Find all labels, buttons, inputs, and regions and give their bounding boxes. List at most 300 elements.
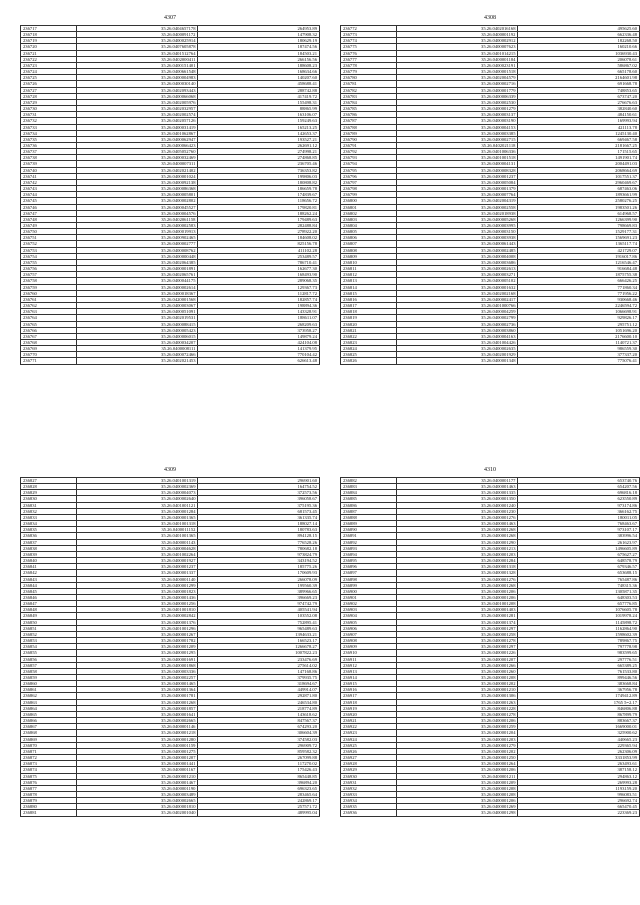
x-coordinate-cell: 35.26.0400001267 [77,631,198,637]
y-coordinate-cell: 973107.17 [518,527,640,533]
point-id-cell: 236731 [21,112,77,118]
point-id-cell: 236761 [21,296,77,302]
point-id-cell: 236793 [341,155,397,161]
point-id-cell: 236819 [341,315,397,321]
y-coordinate-cell: 1066698.91 [518,309,640,315]
y-coordinate-cell: 847567.37 [198,718,320,724]
point-id-cell: 236859 [21,675,77,681]
y-coordinate-cell: 1216546.47 [518,259,640,265]
y-coordinate-cell: 2246594.72 [518,303,640,309]
point-id-cell: 236751 [21,235,77,241]
x-coordinate-cell: 35.26.0400001297 [397,644,518,650]
point-id-cell: 236720 [21,44,77,50]
x-coordinate-cell: 35.26.0400006015 [77,333,198,339]
point-id-cell: 236923 [341,730,397,736]
table-row [341,810,640,816]
x-coordinate-cell: 35.26.0400001192 [397,32,518,38]
point-id-cell: 236803 [341,216,397,222]
x-coordinate-cell: 35.26.0401001810 [77,607,198,613]
x-coordinate-cell: 35.26.0400004131 [397,161,518,167]
x-coordinate-cell: 35.26.0400001190 [77,785,198,791]
y-coordinate-cell: 288742.88 [198,87,320,93]
point-id-cell: 236812 [341,272,397,278]
point-id-cell: 236847 [21,601,77,607]
x-coordinate-cell: 35.26.0401000766 [397,303,518,309]
x-coordinate-cell: 35.26.0400002257 [77,675,198,681]
page-4309 [20,465,320,817]
x-coordinate-cell: 35.26.0400001268 [397,582,518,588]
y-coordinate-cell: 143328.91 [198,309,320,315]
point-id-cell: 236719 [21,38,77,44]
point-id-cell: 236874 [21,767,77,773]
x-coordinate-cell: 35.26.0400002665 [77,798,198,804]
y-coordinate-cell: 648578.79 [518,558,640,564]
y-coordinate-cell: 623550.89 [518,496,640,502]
point-id-cell: 236757 [21,272,77,278]
x-coordinate-cell: 35.26.0400002485 [397,247,518,253]
point-id-cell: 236903 [341,607,397,613]
point-id-cell: 236794 [341,161,397,167]
y-coordinate-cell: 175426.43 [198,767,320,773]
point-id-cell: 236842 [21,570,77,576]
point-id-cell: 236775 [341,44,397,50]
x-coordinate-cell: 35.26.0400003860 [397,327,518,333]
point-id-cell: 236888 [341,514,397,520]
point-id-cell: 236740 [21,167,77,173]
coordinates-table [340,25,640,365]
x-coordinate-cell: 35.26.0400003686 [397,259,518,265]
y-coordinate-cell: 681573.45 [198,508,320,514]
x-coordinate-cell: 35.26.0400001328 [397,570,518,576]
y-coordinate-cell: 377337.20 [518,352,640,358]
point-id-cell: 236836 [21,533,77,539]
point-id-cell: 236864 [21,705,77,711]
x-coordinate-cell: 35.26.0402064385 [77,259,198,265]
point-id-cell: 236718 [21,32,77,38]
point-id-cell: 236792 [341,149,397,155]
x-coordinate-cell: 35.26.0400001781 [77,693,198,699]
x-coordinate-cell: 35.26.0401001296 [77,625,198,631]
x-coordinate-cell: 35.26.0401001121 [77,502,198,508]
x-coordinate-cell: 35.26.0400001210 [77,773,198,779]
point-id-cell: 236804 [341,223,397,229]
point-id-cell: 236867 [21,724,77,730]
x-coordinate-cell: 35.26.0400034207 [77,339,198,345]
x-coordinate-cell: 35.26.0400001823 [77,588,198,594]
point-id-cell: 236797 [341,179,397,185]
y-coordinate-cell: 696323.65 [198,785,320,791]
x-coordinate-cell: 35.26.0400004628 [77,545,198,551]
point-id-cell: 236889 [341,521,397,527]
point-id-cell: 236850 [21,619,77,625]
y-coordinate-cell: 657776.85 [518,601,640,607]
x-coordinate-cell: 35.26.0400001463 [397,484,518,490]
x-coordinate-cell: 35.26.0400003938 [397,235,518,241]
point-id-cell: 236732 [21,118,77,124]
point-id-cell: 236777 [341,56,397,62]
y-coordinate-cell: 166523.17 [198,638,320,644]
point-id-cell: 236771 [21,358,77,364]
y-coordinate-cell: 188608.23 [198,62,320,68]
x-coordinate-cell: 35.26.0400003336 [77,668,198,674]
x-coordinate-cell: 35.26.0400001208 [397,791,518,797]
y-coordinate-cell: 229365.94 [518,742,640,748]
point-id-cell: 236723 [21,62,77,68]
y-coordinate-cell: 626613.48 [198,358,320,364]
y-coordinate-cell: 171515.65 [518,149,640,155]
point-id-cell: 236906 [341,625,397,631]
y-coordinate-cell: 1491901.74 [518,155,640,161]
x-coordinate-cell: 35.26.0400008762 [77,247,198,253]
point-id-cell: 236724 [21,69,77,75]
x-coordinate-cell: 35.26.0400001465 [77,681,198,687]
x-coordinate-cell: 35.26.0400001203 [397,551,518,557]
point-id-cell: 236913 [341,668,397,674]
y-coordinate-cell: 752895.41 [198,619,320,625]
x-coordinate-cell: 35.26.0402004579 [397,75,518,81]
y-coordinate-cell: 306604.39 [198,730,320,736]
point-id-cell: 236918 [341,699,397,705]
point-id-cell: 236898 [341,576,397,582]
y-coordinate-cell: 748853.65 [518,87,640,93]
point-id-cell: 236930 [341,773,397,779]
x-coordinate-cell: 35.26.0400002799 [397,315,518,321]
x-coordinate-cell: 35.26.0400002715 [397,136,518,142]
point-id-cell: 236902 [341,601,397,607]
point-id-cell: 236747 [21,210,77,216]
x-coordinate-cell: 35.26.0401062867 [77,130,198,136]
point-id-cell: 236829 [21,490,77,496]
point-id-cell: 236769 [21,346,77,352]
y-coordinate-cell: 159249.63 [198,118,320,124]
point-id-cell: 236926 [341,748,397,754]
y-coordinate-cell: 666426.25 [518,278,640,284]
point-id-cell: 236882 [341,478,397,484]
point-id-cell: 236838 [21,545,77,551]
x-coordinate-cell: 35.26.0400001290 [397,539,518,545]
table-row [21,358,320,364]
point-id-cell: 236823 [341,339,397,345]
y-coordinate-cell: 143618.62 [198,711,320,717]
point-id-cell: 236900 [341,588,397,594]
y-coordinate-cell: 440665.23 [518,736,640,742]
y-coordinate-cell: 263493.61 [518,761,640,767]
point-id-cell: 236828 [21,484,77,490]
y-coordinate-cell: 986559.30 [518,346,640,352]
point-id-cell: 236863 [21,699,77,705]
point-id-cell: 236840 [21,558,77,564]
x-coordinate-cell: 35.26.0400003271 [397,272,518,278]
y-coordinate-cell: 282488.84 [198,223,320,229]
y-coordinate-cell: 648303.53 [518,594,640,600]
point-id-cell: 236800 [341,198,397,204]
x-coordinate-cell: 35.26.0400003489 [77,791,198,797]
point-id-cell: 236750 [21,229,77,235]
x-coordinate-cell: 35.26.0400001779 [397,87,518,93]
y-coordinate-cell: 373958.27 [198,327,320,333]
point-id-cell: 236880 [21,804,77,810]
x-coordinate-cell: 35.26.0400005801 [77,192,198,198]
x-coordinate-cell: 35.26.0400003190 [397,118,518,124]
y-coordinate-cell: 797778.98 [518,644,640,650]
x-coordinate-cell: 35.26.0400001299 [77,582,198,588]
y-coordinate-cell: 294863.12 [518,773,640,779]
x-coordinate-cell: 35.26.0400001260 [397,668,518,674]
point-id-cell: 236813 [341,278,397,284]
point-id-cell: 236876 [21,779,77,785]
point-id-cell: 236745 [21,198,77,204]
y-coordinate-cell: 775076.41 [518,358,640,364]
x-coordinate-cell: 35.26.0400001632 [397,284,518,290]
y-coordinate-cell: 771860.34 [518,284,640,290]
x-coordinate-cell: 35.26.0400661548 [77,69,198,75]
point-id-cell: 236910 [341,650,397,656]
x-coordinate-cell: 35.26.0400001467 [77,779,198,785]
y-coordinate-cell: 489995.04 [198,810,320,816]
y-coordinate-cell: 246534.80 [198,699,320,705]
x-coordinate-cell: 35.26.0400002558 [397,204,518,210]
x-coordinate-cell: 35.26.0400001266 [397,662,518,668]
y-coordinate-cell: 662336.48 [518,32,640,38]
x-coordinate-cell: 35.26.0400086368 [77,186,198,192]
x-coordinate-cell: 35.26.0400001281 [397,613,518,619]
point-id-cell: 236865 [21,711,77,717]
y-coordinate-cell: 253489.57 [198,253,320,259]
point-id-cell: 236755 [21,259,77,265]
point-id-cell: 236860 [21,681,77,687]
x-coordinate-cell: 35.26.0400001250 [397,755,518,761]
y-coordinate-cell: 2960469.67 [518,179,640,185]
y-coordinate-cell: 267099.88 [198,755,320,761]
x-coordinate-cell: 35.26.0400001258 [397,631,518,637]
x-coordinate-cell: 35.26.0400001208 [397,785,518,791]
point-id-cell: 236759 [21,284,77,290]
y-coordinate-cell: 164754.52 [198,484,320,490]
point-id-cell: 236830 [21,496,77,502]
x-coordinate-cell: 35.26.0400001318 [397,564,518,570]
y-coordinate-cell: 768463.67 [518,521,640,527]
y-coordinate-cell: 1266399.90 [518,216,640,222]
y-coordinate-cell: 1140721.37 [518,339,640,345]
point-id-cell: 236782 [341,87,397,93]
point-id-cell: 236729 [21,99,77,105]
x-coordinate-cell: 35.26.0400001206 [397,718,518,724]
y-coordinate-cell: 275614.02 [198,662,320,668]
x-coordinate-cell: 35.26.0400004153 [397,124,518,130]
x-coordinate-cell: 35.26.0400001208 [397,675,518,681]
point-id-cell: 236849 [21,613,77,619]
point-id-cell: 236767 [21,333,77,339]
point-id-cell: 236741 [21,173,77,179]
y-coordinate-cell: 292871.80 [198,693,320,699]
y-coordinate-cell: 366162.75 [518,508,640,514]
y-coordinate-cell: 929826.17 [518,315,640,321]
y-coordinate-cell: 1749412.89 [518,693,640,699]
y-coordinate-cell: 1019978.24 [518,613,640,619]
y-coordinate-cell: 262306.09 [518,748,640,754]
x-coordinate-cell: 35.26.0400001237 [77,564,198,570]
x-coordinate-cell: 35.26.0400025914 [77,38,198,44]
y-coordinate-cell: 653688.15 [518,570,640,576]
y-coordinate-cell: 295751.12 [518,321,640,327]
y-coordinate-cell: 776528.26 [198,539,320,545]
point-id-cell: 236733 [21,124,77,130]
y-coordinate-cell: 379935.75 [198,675,320,681]
point-id-cell: 236862 [21,693,77,699]
x-coordinate-cell: 35.26.0400019913 [77,229,198,235]
x-coordinate-cell: 35.26.0400001259 [397,724,518,730]
y-coordinate-cell: 2164601.98 [518,75,640,81]
x-coordinate-cell: 35.26.0400001268 [397,527,518,533]
y-coordinate-cell: 117270.02 [198,761,320,767]
y-coordinate-cell: 236705.46 [198,161,320,167]
x-coordinate-cell: 35.26.0400004073 [77,490,198,496]
y-coordinate-cell: 417419.72 [198,93,320,99]
x-coordinate-cell: 35.26.0400001376 [77,619,198,625]
x-coordinate-cell: 35.26.0400003385 [397,130,518,136]
point-id-cell: 236884 [341,490,397,496]
point-id-cell: 236776 [341,50,397,56]
y-coordinate-cell: 296901.60 [198,478,320,484]
coordinates-table [20,477,320,817]
y-coordinate-cell: 825156.78 [198,241,320,247]
y-coordinate-cell: 343194.52 [198,558,320,564]
x-coordinate-cell: 35.26.0400001206 [397,798,518,804]
y-coordinate-cell: 199560.39 [198,582,320,588]
y-coordinate-cell: 180783.63 [198,527,320,533]
point-id-cell: 236738 [21,155,77,161]
x-coordinate-cell: 35.26.0400002583 [77,223,198,229]
point-id-cell: 236921 [341,718,397,724]
point-id-cell: 236834 [21,521,77,527]
y-coordinate-cell: 218774.89 [198,705,320,711]
point-id-cell: 236752 [21,241,77,247]
point-id-cell: 236735 [21,136,77,142]
x-coordinate-cell: 35.26.0400000448 [77,253,198,259]
x-coordinate-cell: 35.26.0401001208 [397,601,518,607]
x-coordinate-cell: 35.26.0400004259 [397,309,518,315]
y-coordinate-cell: 188611.07 [198,315,320,321]
y-coordinate-cell: 325900.62 [518,730,640,736]
y-coordinate-cell: 761533.80 [518,668,640,674]
point-id-cell: 236895 [341,558,397,564]
y-coordinate-cell: 1245130.40 [518,130,640,136]
x-coordinate-cell: 35.26.0400001280 [77,736,198,742]
x-coordinate-cell: 35.26.0400003150 [397,229,518,235]
x-coordinate-cell: 35.26.0400002665 [77,718,198,724]
x-coordinate-cell: 35.26.0400001177 [397,478,518,484]
point-id-cell: 236871 [21,748,77,754]
x-coordinate-cell: 35.26.0400001209 [77,644,198,650]
y-coordinate-cell: 118656.72 [198,198,320,204]
x-coordinate-cell: 35.26.0400001159 [77,742,198,748]
point-id-cell: 236774 [341,38,397,44]
y-coordinate-cell: 996083.51 [518,791,640,797]
point-id-cell: 236848 [21,607,77,613]
y-coordinate-cell: 2004491.03 [518,161,640,167]
point-id-cell: 236920 [341,711,397,717]
point-id-cell: 236868 [21,730,77,736]
point-id-cell: 236743 [21,186,77,192]
point-id-cell: 236754 [21,253,77,259]
y-coordinate-cell: 736353.82 [198,167,320,173]
y-coordinate-cell: 665470.45 [518,804,640,810]
x-coordinate-cell: 35.26.0400001297 [397,625,518,631]
point-id-cell: 236811 [341,266,397,272]
x-coordinate-cell: 35.26.0400018367 [77,290,198,296]
y-coordinate-cell: 669467.58 [518,136,640,142]
y-coordinate-cell: 180629.19 [198,38,320,44]
x-coordinate-cell: 35.26.0400001213 [397,545,518,551]
y-coordinate-cell: 1875755.38 [518,272,640,278]
y-coordinate-cell: 691668.78 [518,81,640,87]
x-coordinate-cell: 35.26.0400001441 [77,761,198,767]
x-coordinate-cell: 35.26.0400001218 [77,730,198,736]
y-coordinate-cell: 396894.20 [198,779,320,785]
y-coordinate-cell: 899446.56 [518,675,640,681]
y-coordinate-cell: 421729.07 [518,247,640,253]
page-4310 [340,465,640,817]
x-coordinate-cell: 35.26.0400001024 [77,173,198,179]
point-id-cell: 236896 [341,564,397,570]
point-id-cell: 236931 [341,779,397,785]
point-id-cell: 236891 [341,533,397,539]
point-id-cell: 236824 [341,346,397,352]
point-id-cell: 236787 [341,118,397,124]
point-id-cell: 236822 [341,333,397,339]
y-coordinate-cell: 149879.24 [198,333,320,339]
x-coordinate-cell: 35.26.0400001146 [77,724,198,730]
y-coordinate-cell: 654207.56 [518,484,640,490]
x-coordinate-cell: 35.26.0400005102 [397,278,518,284]
y-coordinate-cell: 1983501.26 [518,204,640,210]
point-id-cell: 236879 [21,798,77,804]
point-id-cell: 236748 [21,216,77,222]
x-coordinate-cell: 35.26.0420001568 [77,296,198,302]
point-id-cell: 236780 [341,75,397,81]
y-coordinate-cell: 283465.64 [198,791,320,797]
y-coordinate-cell: 367956.78 [518,687,640,693]
y-coordinate-cell: 268209.63 [198,321,320,327]
point-id-cell: 236758 [21,278,77,284]
point-id-cell: 236927 [341,755,397,761]
y-coordinate-cell: 1076605.78 [518,607,640,613]
x-coordinate-cell: 35.26.0404657178 [77,26,198,32]
coordinates-table [340,477,640,817]
point-id-cell: 236908 [341,638,397,644]
point-id-cell: 236807 [341,241,397,247]
x-coordinate-cell: 35.26.0400001641 [77,711,198,717]
page-number: 4307 [164,15,176,21]
y-coordinate-cell: 160210.66 [518,44,640,50]
x-coordinate-cell: 35.26.0402001929 [397,352,518,358]
point-id-cell: 236911 [341,656,397,662]
y-coordinate-cell: 180808.82 [198,179,320,185]
y-coordinate-cell: 297776.51 [518,656,640,662]
x-coordinate-cell: 35.26.0400001268 [397,533,518,539]
x-coordinate-cell: 35.26.0400001337 [77,570,198,576]
point-id-cell: 236932 [341,785,397,791]
y-coordinate-cell: 103552.08 [198,613,320,619]
x-coordinate-cell: 35.26.0400002614 [77,284,198,290]
x-coordinate-cell: 35.26.0400092138 [77,179,198,185]
table-row [341,358,640,364]
y-coordinate-cell: 687463.06 [518,186,640,192]
x-coordinate-cell: 35.26.0400001350 [397,496,518,502]
y-coordinate-cell: 1394633.21 [198,631,320,637]
x-coordinate-cell: 35.26.0400001857 [77,705,198,711]
x-coordinate-cell: 35.26.0400001782 [77,638,198,644]
